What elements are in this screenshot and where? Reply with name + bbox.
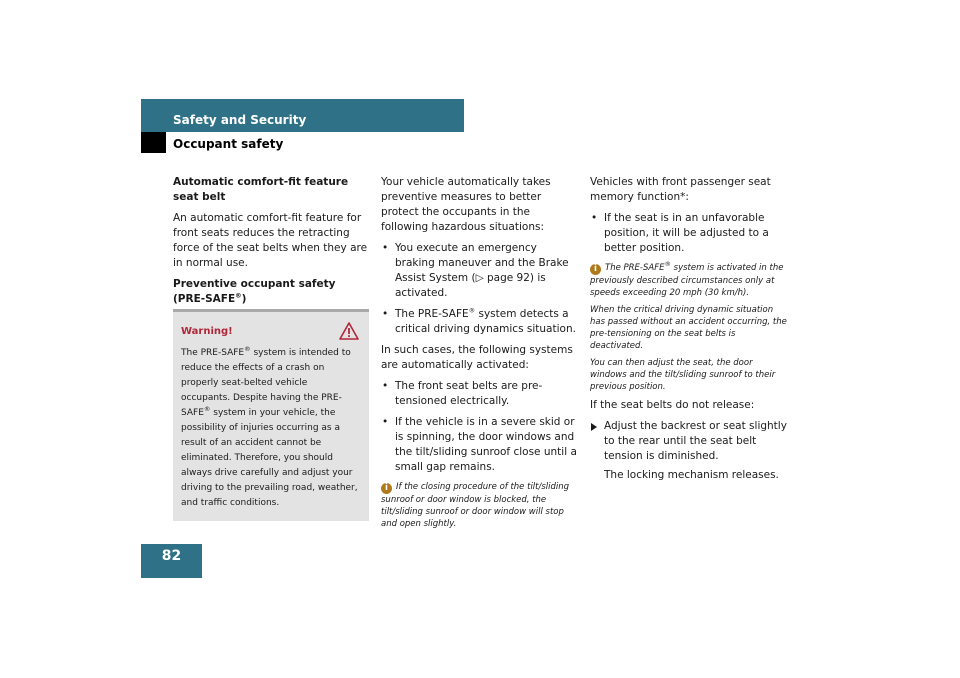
list-item — [381, 241, 579, 301]
registered-mark: ® — [203, 405, 211, 413]
sunroof-note-text: If the closing procedure of the tilt/sliding sunroof or door window is blocked, the tilt/sliding sunroof or door window will stop and open slightly. — [381, 482, 570, 529]
page-number: 82 — [161, 548, 182, 564]
preventive-heading-line2-post: ) — [241, 293, 247, 305]
activated-systems-list — [381, 379, 579, 475]
info-icon: i — [381, 483, 392, 494]
registered-mark: ® — [235, 291, 242, 300]
comfort-fit-text: An automatic comfort-fit feature for front seats reduces the retracting force of the seat belts when they are in normal use. — [173, 212, 368, 269]
pre-safe-note-2: When the critical driving dynamic situation has passed without an accident occurring, the pre-tensioning on the seat belts is deactivated. — [590, 305, 787, 351]
info-icon: i — [590, 264, 601, 275]
warning-triangle-icon — [339, 322, 359, 340]
step-arrow-icon — [591, 423, 597, 431]
column-3 — [590, 175, 788, 483]
warning-text-b: system is intended to reduce the effects of a crash on properly seat-belted vehicle occupants. Despite having the PRE-SAFE — [181, 348, 351, 418]
preventive-heading-line2-pre: (PRE-SAFE — [173, 293, 236, 305]
registered-mark: ® — [244, 345, 251, 353]
list-item: • If the vehicle is in a severe skid or is spinning, the door windows and the tilt/sliding sunroof close until a small gap remains. — [381, 415, 579, 475]
list-item — [381, 307, 579, 337]
warning-text-c: system in your vehicle, the possibility of injuries occurring as a result of an accident cannot be eliminated. Therefore, you should always drive carefully and adjust your driving to the prevailing road, weather, and traffic conditions. — [181, 408, 358, 508]
sunroof-note — [381, 481, 579, 530]
warning-box — [173, 312, 369, 521]
warning-text-a: The PRE-SAFE — [181, 348, 245, 358]
step1-result: The locking mechanism releases. — [604, 469, 779, 481]
bullet1-text-b: page 92) is activated. — [395, 272, 546, 299]
list-item: • The front seat belts are pre-tensioned electrically. — [381, 379, 579, 409]
column-2 — [381, 175, 579, 535]
registered-mark: ® — [664, 260, 671, 269]
preventive-intro: Your vehicle automatically takes preventive measures to better protect the occupants in the following hazardous situations: — [381, 176, 551, 233]
memory-list — [590, 211, 788, 256]
warning-text — [181, 346, 359, 511]
step1-text: Adjust the backrest or seat slightly to the rear until the seat belt tension is diminished. — [604, 420, 787, 462]
activation-intro: In such cases, the following systems are automatically activated: — [381, 344, 573, 371]
page-ref-arrow-icon: ▷ — [475, 272, 484, 284]
section-title: Safety and Security — [173, 113, 307, 127]
bullet2-text-b: system detects a critical driving dynamics situation. — [395, 308, 576, 335]
subsection-title: Occupant safety — [173, 137, 284, 151]
preventive-safety-heading — [173, 277, 369, 307]
header-marker-block — [141, 132, 166, 153]
comfort-fit-heading: Automatic comfort-fit feature seat belt — [173, 176, 349, 203]
release-steps — [590, 419, 788, 464]
release-heading: If the seat belts do not release: — [590, 399, 755, 411]
list-item — [590, 419, 788, 464]
pre-safe-note-1 — [590, 262, 788, 299]
hazard-list — [381, 241, 579, 337]
preventive-heading-line1: Preventive occupant safety — [173, 278, 336, 290]
bullet1-text-a: You execute an emergency braking maneuver and the Brake Assist System ( — [395, 242, 569, 284]
pre-safe-note-3: You can then adjust the seat, the door windows and the tilt/sliding sunroof to their previous position. — [590, 358, 776, 392]
warning-title: Warning! — [181, 325, 233, 337]
registered-mark: ® — [468, 306, 476, 315]
memory-intro: Vehicles with front passenger seat memory function*: — [590, 176, 771, 203]
column-1 — [173, 175, 369, 521]
note1-text-b: system is activated in the previously described circumstances only at speeds exceeding 20 mph (30 km/h). — [590, 263, 784, 298]
list-item: • If the seat is in an unfavorable position, it will be adjusted to a better position. — [590, 211, 788, 256]
note1-text-a: The PRE-SAFE — [605, 263, 665, 273]
bullet2-text-a: The PRE-SAFE — [395, 308, 469, 320]
warning-header — [181, 322, 359, 340]
